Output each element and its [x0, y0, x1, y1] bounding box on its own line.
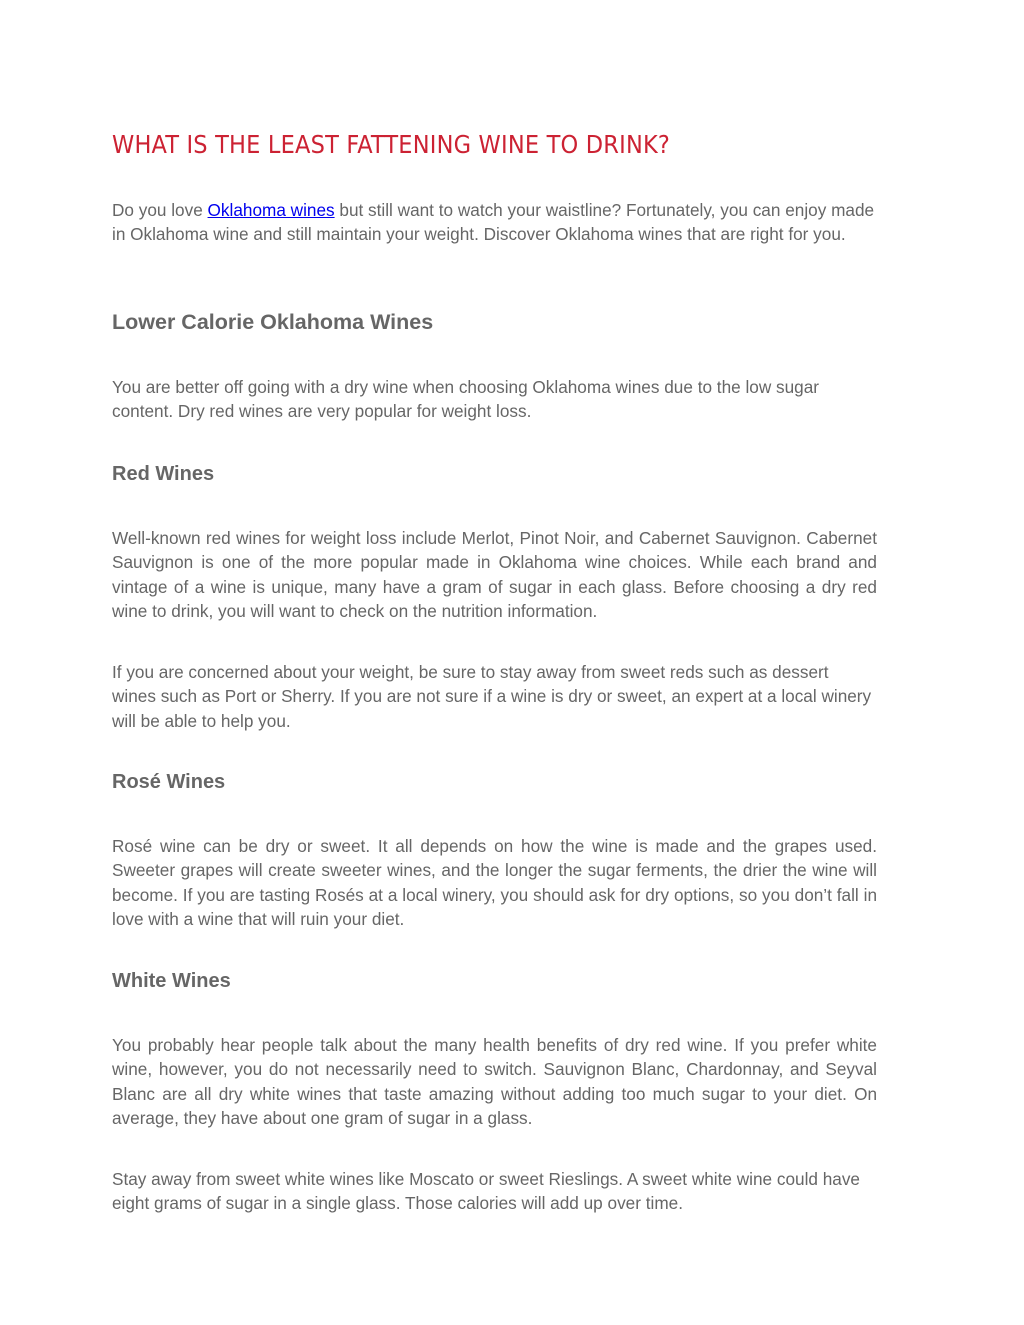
lower-calorie-paragraph: You are better off going with a dry wine when choosing Oklahoma wines due to the low sugar content. Dry red wines are very popular for weight loss. [112, 377, 820, 422]
intro-text-after: but still want to watch your waistline? Fortunately, you can enjoy made in Oklahoma wine and still maintain your weight. Discover Oklahoma wines that are right for you. [112, 200, 875, 245]
white-wines-paragraph-1: You probably hear people talk about the many health benefits of dry red wine. If you prefer white wine, however, you do not necessarily need to switch. Sauvignon Blanc, Chardonnay, and Seyval Blanc are all dry white wines that taste amazing without adding too much sugar to your diet. On average, they have about one gram of sugar in a glass. [112, 1035, 877, 1129]
red-wines-paragraph-2: If you are concerned about your weight, be sure to stay away from sweet reds such as dessert wines such as Port or Sherry. If you are not sure if a wine is dry or sweet, an expert at a local winery will be able to help you. [112, 662, 872, 731]
oklahoma-wines-link[interactable]: Oklahoma wines [207, 200, 335, 220]
heading-rose-wines: Rosé Wines [112, 771, 226, 793]
heading-lower-calorie: Lower Calorie Oklahoma Wines [112, 310, 434, 334]
intro-paragraph [112, 198, 877, 247]
rose-wines-paragraph: Rosé wine can be dry or sweet. It all depends on how the wine is made and the grapes used. Sweeter grapes will create sweeter wines, and the longer the sugar ferments, the drier the wine will become. If you are tasting Rosés at a local winery, you should ask for dry options, so you don’t fall in love with a wine that will ruin your diet. [112, 836, 877, 930]
white-wines-paragraph-2: Stay away from sweet white wines like Moscato or sweet Rieslings. A sweet white wine could have eight grams of sugar in a single glass. Those calories will add up over time. [112, 1169, 860, 1214]
intro-text-before: Do you love [112, 200, 208, 220]
red-wines-paragraph-1: Well-known red wines for weight loss include Merlot, Pinot Noir, and Cabernet Sauvignon. Cabernet Sauvignon is one of the more popular made in Oklahoma wine choices. While each brand and vintage of a wine is unique, many have a gram of sugar in each glass. Before choosing a dry red wine to drink, you will want to check on the nutrition information. [112, 528, 877, 622]
page-title: WHAT IS THE LEAST FATTENING WINE TO DRINK? [112, 130, 671, 159]
heading-white-wines: White Wines [112, 970, 231, 992]
heading-red-wines: Red Wines [112, 463, 215, 485]
